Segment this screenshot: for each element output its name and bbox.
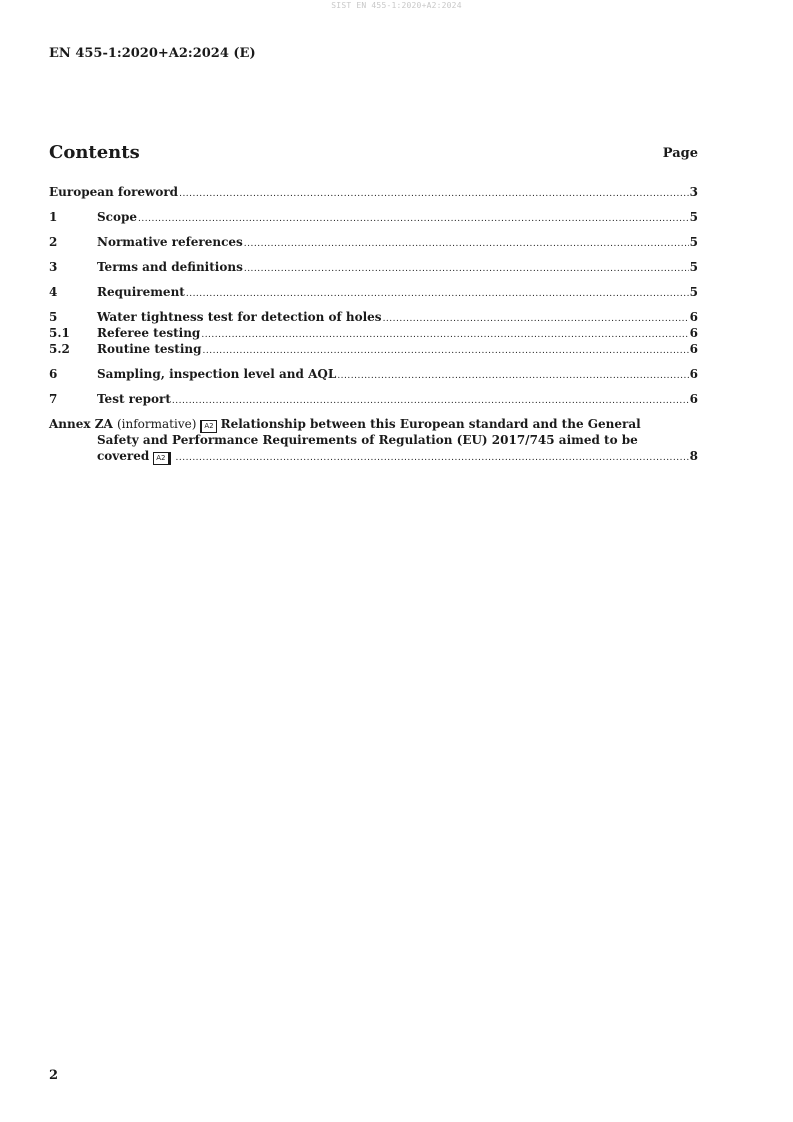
- annex-title-line-1: Relationship between this European standard and the General: [220, 417, 641, 431]
- toc-title: Requirement: [97, 285, 185, 299]
- page-number: 2: [49, 1068, 59, 1083]
- toc-page: 6: [689, 342, 698, 356]
- dot-leader: [138, 211, 689, 227]
- toc-page: 6: [689, 326, 698, 340]
- dot-leader: [383, 311, 689, 327]
- toc-number: 1: [49, 210, 58, 224]
- annex-line-1: [49, 416, 698, 432]
- watermark: SIST EN 455-1:2020+A2:2024: [331, 1, 462, 10]
- toc-entry-water-tightness[interactable]: [49, 309, 698, 325]
- toc-entry-scope[interactable]: [49, 209, 698, 225]
- toc-page: 6: [689, 367, 698, 381]
- toc-page: 6: [689, 392, 698, 406]
- toc-number: 5: [49, 310, 58, 324]
- toc-entry-referee-testing[interactable]: [49, 325, 698, 341]
- toc-title: Routine testing: [97, 342, 202, 356]
- toc-entry-requirement[interactable]: [49, 284, 698, 300]
- toc-entry-sampling[interactable]: [49, 366, 698, 382]
- toc-title: Test report: [97, 392, 171, 406]
- toc-number: 2: [49, 235, 58, 249]
- dot-leader: [201, 327, 688, 343]
- toc-number: 5.1: [49, 326, 70, 340]
- toc-title: European foreword: [49, 185, 179, 199]
- dot-leader: [203, 343, 689, 359]
- annex-title-line-3: covered: [97, 449, 150, 463]
- toc-entry-annex-za[interactable]: [49, 416, 698, 464]
- toc-entry-normative-references[interactable]: [49, 234, 698, 250]
- dot-leader: [176, 450, 689, 466]
- toc-page: 3: [689, 185, 698, 199]
- toc-title: Water tightness test for detection of holes: [97, 310, 382, 324]
- toc-entry-test-report[interactable]: [49, 391, 698, 407]
- dot-leader: [186, 286, 689, 302]
- toc-number: 4: [49, 285, 58, 299]
- toc-title: Referee testing: [97, 326, 201, 340]
- toc-page: 8: [689, 449, 698, 463]
- toc-page: 5: [689, 285, 698, 299]
- toc-number: 3: [49, 260, 58, 274]
- contents-heading: Contents: [49, 142, 140, 163]
- toc-title: Sampling, inspection level and AQL: [97, 367, 337, 381]
- page-column-heading: Page: [662, 146, 698, 161]
- dot-leader: [244, 261, 689, 277]
- dot-leader: [244, 236, 689, 252]
- amendment-start-marker-icon: A2: [200, 420, 216, 433]
- dot-leader: [179, 186, 689, 202]
- toc-entry-terms-definitions[interactable]: [49, 259, 698, 275]
- document-id: EN 455-1:2020+A2:2024 (E): [49, 46, 256, 61]
- annex-informative: (informative): [116, 417, 197, 431]
- toc-number: 6: [49, 367, 58, 381]
- toc-number: 5.2: [49, 342, 70, 356]
- annex-label: Annex ZA: [49, 417, 113, 431]
- toc-page: 5: [689, 260, 698, 274]
- toc-entry-foreword[interactable]: [49, 184, 698, 200]
- toc-page: 5: [689, 210, 698, 224]
- annex-title-line-2: Safety and Performance Requirements of Regulation (EU) 2017/745 aimed to be: [97, 433, 638, 447]
- annex-line-2: [49, 432, 698, 448]
- toc-title: Scope: [97, 210, 138, 224]
- table-of-contents: [49, 184, 698, 464]
- toc-entry-routine-testing[interactable]: [49, 341, 698, 357]
- toc-title: Normative references: [97, 235, 243, 249]
- toc-page: 5: [689, 235, 698, 249]
- dot-leader: [337, 368, 688, 384]
- dot-leader: [172, 393, 689, 409]
- toc-number: 7: [49, 392, 58, 406]
- annex-line-3: [49, 448, 698, 464]
- toc-title: Terms and definitions: [97, 260, 243, 274]
- amendment-end-marker-icon: A2: [153, 452, 170, 465]
- toc-page: 6: [689, 310, 698, 324]
